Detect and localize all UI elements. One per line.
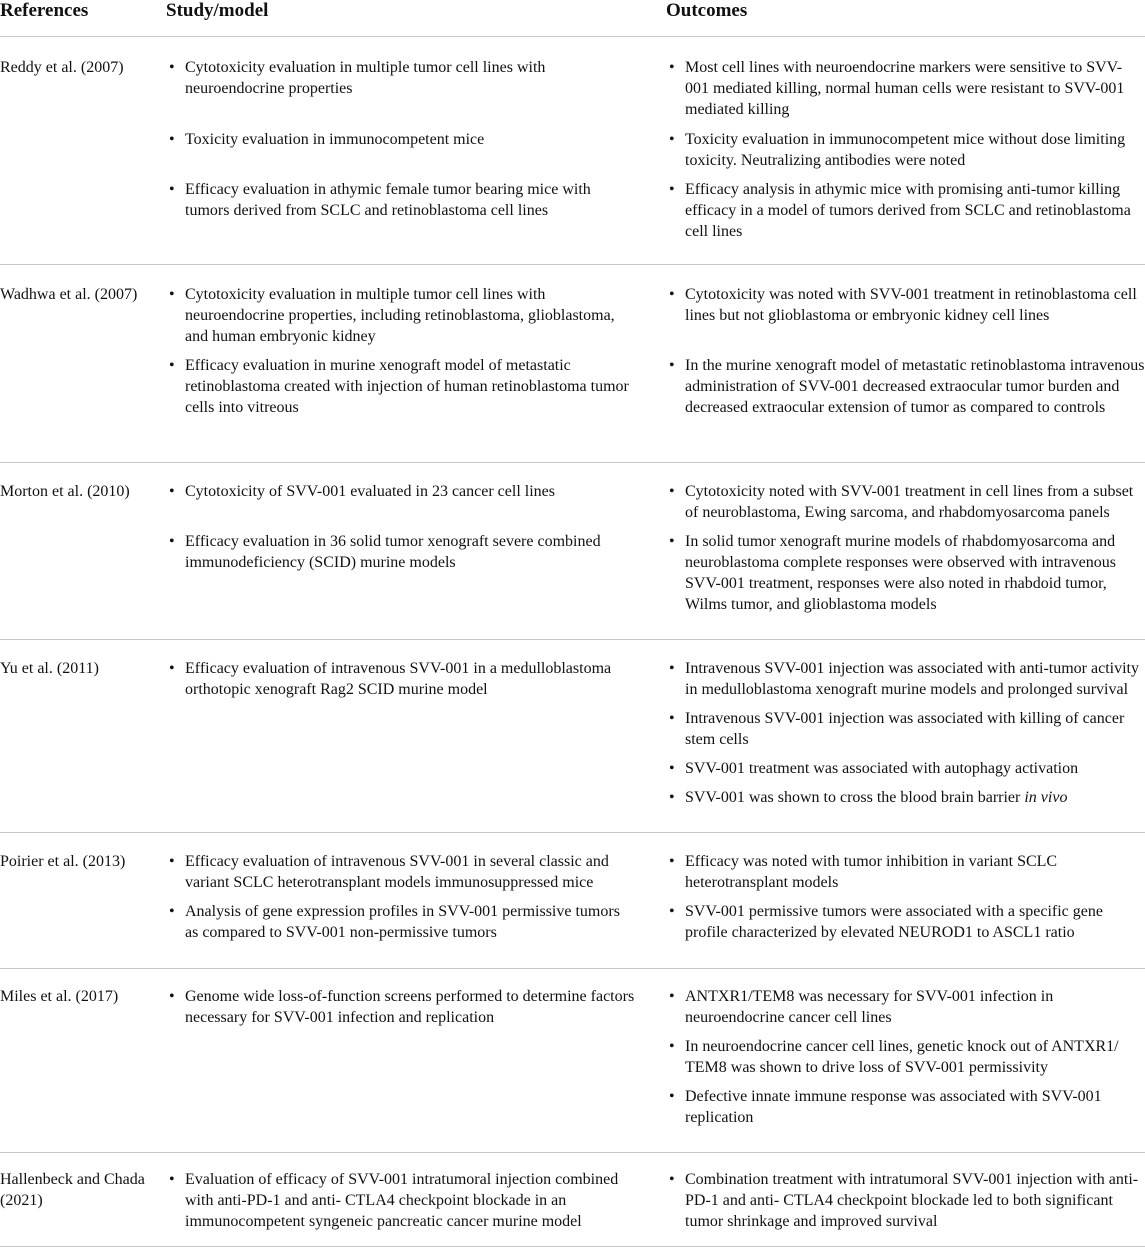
list-item: • Genome wide loss-of-function screens performed to determine factors necessary for SVV-001 infection and replication	[169, 988, 635, 1026]
reference-cell: Miles et al. (2017)	[0, 988, 119, 1005]
table-row	[0, 37, 1145, 265]
list-item: • Cytotoxicity evaluation in multiple tumor cell lines with neuroendocrine properties, including retinoblastoma, glioblastoma, and human embryonic kidney	[169, 286, 615, 345]
list-item: • Efficacy analysis in athymic mice with promising anti-tumor killing efficacy in a model of tumors derived from SCLC and retinoblastoma cell lines	[669, 181, 1131, 240]
list-item: • Evaluation of efficacy of SVV-001 intratumoral injection combined with anti-PD-1 and anti- CTLA4 checkpoint blockade in an immunocompetent syngeneic pancreatic cancer murine model	[169, 1171, 619, 1230]
table-row	[0, 969, 1145, 1153]
list-item: • Analysis of gene expression profiles in SVV-001 permissive tumors as compared to SVV-001 non-permissive tumors	[169, 903, 620, 941]
header-study-model: Study/model	[166, 0, 269, 21]
list-item: • In neuroendocrine cancer cell lines, genetic knock out of ANTXR1/ TEM8 was shown to drive loss of SVV-001 permissivity	[669, 1038, 1119, 1076]
reference-cell: Hallenbeck and Chada (2021)	[0, 1171, 145, 1209]
list-item: • Efficacy evaluation of intravenous SVV-001 in several classic and variant SCLC heterotransplant models immunosuppressed mice	[169, 853, 609, 891]
list-item: • SVV-001 permissive tumors were associated with a specific gene profile characterized by elevated NEUROD1 to ASCL1 ratio	[669, 903, 1103, 941]
list-item: • Toxicity evaluation in immunocompetent mice without dose limiting toxicity. Neutralizing antibodies were noted	[669, 131, 1126, 169]
list-item: • Efficacy evaluation in murine xenograft model of metastatic retinoblastoma created with injection of human retinoblastoma tumor cells into vitreous	[169, 357, 629, 416]
header-references: References	[0, 0, 89, 21]
list-item: • In solid tumor xenograft murine models of rhabdomyosarcoma and neuroblastoma complete responses were observed with intravenous SVV-001 treatment, responses were also noted in rhabdoid tumor, Wilms tumor, and glioblastoma models	[669, 533, 1116, 613]
list-item: • Efficacy was noted with tumor inhibition in variant SCLC heterotransplant models	[669, 853, 1058, 891]
italic-term: in vivo	[1024, 789, 1068, 806]
list-item: • Efficacy evaluation in 36 solid tumor xenograft severe combined immunodeficiency (SCID) murine models	[169, 533, 601, 571]
reference-cell: Poirier et al. (2013)	[0, 853, 126, 870]
reference-cell: Morton et al. (2010)	[0, 483, 130, 500]
list-item: • Efficacy evaluation of intravenous SVV-001 in a medulloblastoma orthotopic xenograft Rag2 SCID murine model	[169, 660, 612, 698]
reference-cell: Yu et al. (2011)	[0, 660, 99, 677]
table-row	[0, 1153, 1145, 1247]
table-row	[0, 833, 1145, 969]
list-item: • Intravenous SVV-001 injection was associated with anti-tumor activity in medulloblastoma xenograft murine models and prolonged survival	[669, 660, 1139, 698]
list-item: • In the murine xenograft model of metastatic retinoblastoma intravenous administration of SVV-001 decreased extraocular tumor burden and decreased extraocular extension of tumor as compared to controls	[669, 357, 1145, 416]
list-item: • ANTXR1/TEM8 was necessary for SVV-001 infection in neuroendocrine cancer cell lines	[669, 988, 1054, 1026]
list-item: • Combination treatment with intratumoral SVV-001 injection with anti-PD-1 and anti- CTLA4 checkpoint blockade led to both significant tumor shrinkage and improved survival	[669, 1171, 1139, 1230]
table-row	[0, 265, 1145, 463]
list-item: • Cytotoxicity evaluation in multiple tumor cell lines with neuroendocrine properties	[169, 59, 546, 97]
list-item: • Most cell lines with neuroendocrine markers were sensitive to SVV-001 mediated killing, normal human cells were resistant to SVV-001 mediated killing	[669, 59, 1125, 118]
list-item: • Cytotoxicity was noted with SVV-001 treatment in retinoblastoma cell lines but not glioblastoma or embryonic kidney cell lines	[669, 286, 1137, 324]
list-item: • Defective innate immune response was associated with SVV-001 replication	[669, 1088, 1102, 1126]
list-item: • SVV-001 was shown to cross the blood brain barrier in vivo	[669, 789, 1068, 806]
list-item: • Toxicity evaluation in immunocompetent mice	[169, 131, 485, 148]
list-item: • Efficacy evaluation in athymic female tumor bearing mice with tumors derived from SCLC and retinoblastoma cell lines	[169, 181, 591, 219]
table-row	[0, 463, 1145, 640]
table-row	[0, 640, 1145, 833]
header-outcomes: Outcomes	[666, 0, 748, 21]
table-header	[0, 0, 1145, 37]
list-item: • Cytotoxicity noted with SVV-001 treatment in cell lines from a subset of neuroblastoma, Ewing sarcoma, and rhabdomyosarcoma panels	[669, 483, 1134, 521]
reference-cell: Reddy et al. (2007)	[0, 59, 124, 76]
list-item: • Intravenous SVV-001 injection was associated with killing of cancer stem cells	[669, 710, 1125, 748]
list-item: • SVV-001 treatment was associated with autophagy activation	[669, 760, 1079, 777]
reference-cell: Wadhwa et al. (2007)	[0, 286, 138, 303]
list-item: • Cytotoxicity of SVV-001 evaluated in 23 cancer cell lines	[169, 483, 555, 500]
